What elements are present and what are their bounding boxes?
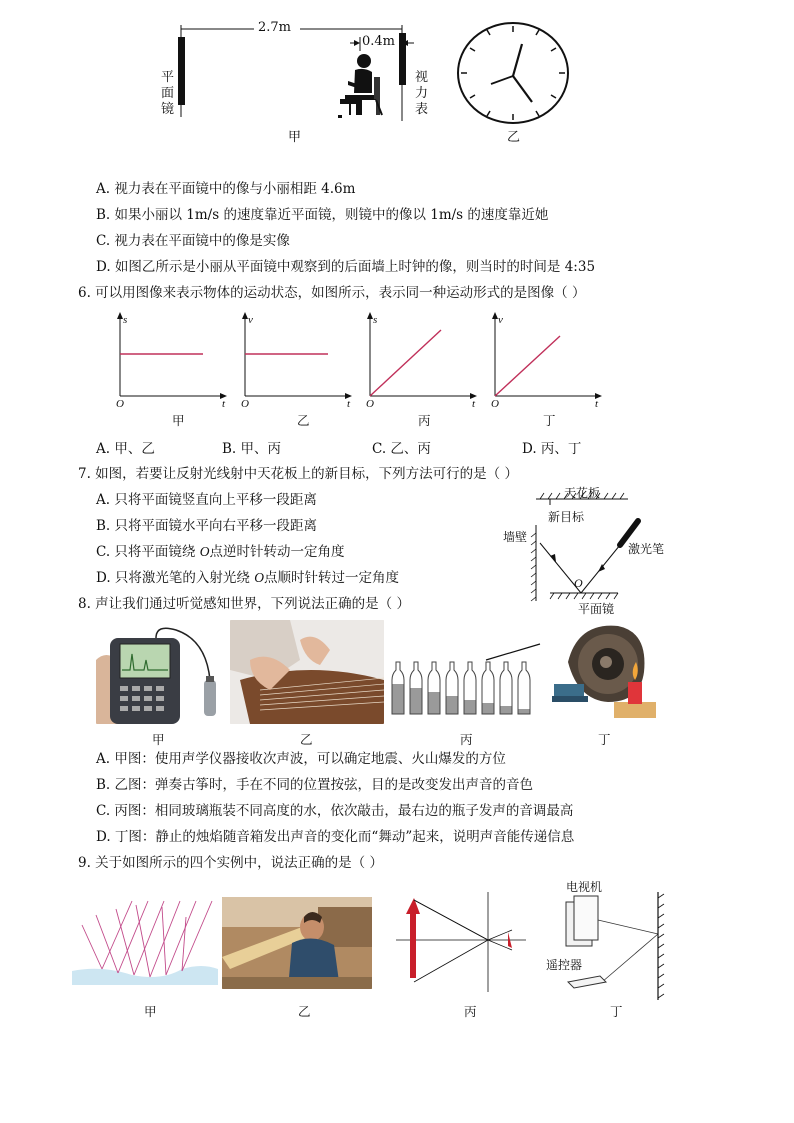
q7-option-d-post: 点顺时针转过一定角度 [263,570,399,586]
graph-yi-xlabel: t [347,398,351,410]
q7-laser-label: 激光笔 [628,542,665,556]
q9-diffuse-reflection [72,895,218,985]
q9-photo-carpenter [222,897,372,989]
q9-tv-remote [560,890,672,1000]
q9-caption-yi: 乙 [298,1004,311,1019]
q7-option-d-pre: D. 只将激光笔的入射光绕 [96,570,255,586]
q8-photo-speaker [548,622,660,720]
q7-option-d [96,569,399,587]
q6-option-d: D. 丙、丁 [522,441,582,457]
graph-bing-xlabel: t [472,398,476,410]
q7-option-c-pre: C. 只将平面镜绕 [96,544,200,560]
q6-option-a: A. 甲、乙 [96,441,155,457]
q7-o-label: O [574,576,583,590]
q7-option-a: A. 只将平面镜竖直向上平移一段距离 [96,492,317,508]
q8-option-b: B. 乙图：弹奏古筝时，手在不同的位置按弦，目的是改变发出声音的音色 [96,777,534,793]
q7-option-d-o: O [254,570,264,585]
distance-small-label: 0.4m [362,34,396,49]
q8-photo-guzheng [230,620,384,724]
q8-stem: 8. 声让我们通过听觉感知世界，下列说法正确的是（ ） [78,596,410,612]
q8-option-a: A. 甲图：使用声学仪器接收次声波，可以确定地震、火山爆发的方位 [96,751,506,767]
q9-remote-label: 遥控器 [546,958,583,972]
graph-ding-line [495,336,560,396]
q5-option-c: C. 视力表在平面镜中的像是实像 [96,233,290,249]
graph-yi-name: 乙 [297,413,310,428]
q9-stem: 9. 关于如图所示的四个实例中，说法正确的是（ ） [78,855,383,871]
graph-yi-ylabel: v [248,314,253,326]
q8-bottles-figure [390,640,550,720]
q7-option-c-post: 点逆时针转动一定角度 [209,544,345,560]
q7-option-c [96,543,344,561]
q9-tv-label: 电视机 [566,880,603,894]
q8-caption-jia: 甲 [152,732,165,747]
q7-ceiling-label: 天花板 [564,486,601,500]
graph-yi-origin: O [241,398,249,410]
q7-wall-label: 墙壁 [503,530,528,544]
q7-mirror-label: 平面镜 [578,602,615,616]
q8-caption-bing: 丙 [460,732,473,747]
q7-stem: 7. 如图，若要让反射光线射中天花板上的新目标，下列方法可行的是（ ） [78,466,518,482]
figure-label-yi: 乙 [507,130,521,145]
distance-total-label: 2.7m [258,20,292,35]
q6-option-c: C. 乙、丙 [372,441,431,457]
graph-jia-xlabel: t [222,398,226,410]
q8-photo-instrument [96,620,224,724]
q9-caption-bing: 丙 [464,1004,477,1019]
q5-option-a: A. 视力表在平面镜中的像与小丽相距 4.6m [96,181,356,197]
q6-stem: 6. 可以用图像来表示物体的运动状态，如图所示，表示同一种运动形式的是图像（ ） [78,285,586,301]
graph-ding-name: 丁 [543,413,556,428]
clock-figure [455,18,575,126]
graph-ding-origin: O [491,398,499,410]
q9-caption-ding: 丁 [610,1004,623,1019]
graph-bing-name: 丙 [418,413,431,428]
graph-ding-xlabel: t [595,398,599,410]
q7-option-c-o: O [199,544,210,559]
graph-jia-ylabel: s [123,314,128,326]
q5-option-b: B. 如果小丽以 1m/s 的速度靠近平面镜，则镜中的像以 1m/s 的速度靠近她 [96,207,549,223]
q9-lens-imaging [396,892,528,994]
graph-jia-origin: O [116,398,124,410]
q5-option-d: D. 如图乙所示是小丽从平面镜中观察到的后面墙上时钟的像，则当时的时间是 4:35 [96,259,596,275]
q7-target-label: 新目标 [548,510,585,524]
q8-caption-yi: 乙 [300,732,313,747]
graph-ding-ylabel: v [498,314,503,326]
mirror-label: 平面镜 [161,70,175,117]
q8-caption-ding: 丁 [598,732,611,747]
q6-option-b: B. 甲、丙 [222,441,282,457]
q7-option-b: B. 只将平面镜水平向右平移一段距离 [96,518,318,534]
q8-option-c: C. 丙图：相同玻璃瓶装不同高度的水，依次敲击，最右边的瓶子发声的音调最高 [96,803,574,819]
q9-caption-jia: 甲 [144,1004,157,1019]
eye-chart-label: 视力表 [415,70,429,117]
figure-label-jia: 甲 [288,130,302,145]
graph-jia-name: 甲 [172,413,185,428]
graph-bing-line [370,330,441,396]
q8-option-d: D. 丁图：静止的烛焰随音箱发出声音的变化而“舞动”起来，说明声音能传递信息 [96,829,575,845]
graph-bing-ylabel: s [373,314,378,326]
graph-bing-origin: O [366,398,374,410]
